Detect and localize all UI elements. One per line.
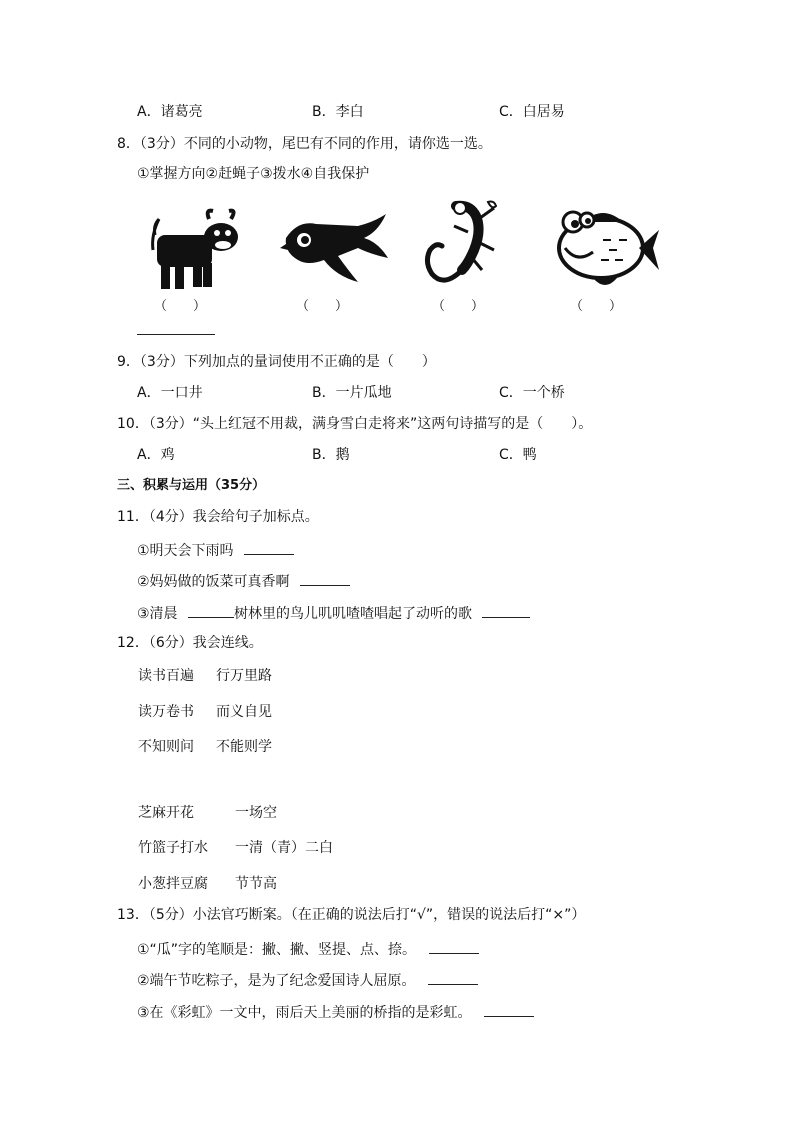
q12-g2-right-3[interactable]: 节节高 xyxy=(235,876,277,892)
q11-blank-1[interactable] xyxy=(244,540,294,555)
swallow-icon xyxy=(278,208,393,288)
q8-stem: 8．（3分）不同的小动物，尾巴有不同的作用，请你选一选。 xyxy=(117,136,492,152)
section-3-title: 三、积累与运用（35分） xyxy=(117,478,266,493)
q10-option-c: C．鸭 xyxy=(499,447,537,463)
q11-sentence-1-text: ①明天会下雨吗 xyxy=(137,543,234,559)
q12-g1-left-1[interactable]: 读书百遍 xyxy=(138,668,194,684)
q11-sentence-3a-text: ③清晨 xyxy=(137,606,178,622)
q11-blank-4[interactable] xyxy=(482,603,530,618)
q13-stem: 13．（5分）小法官巧断案。（在正确的说法后打“√”，错误的说法后打“×”） xyxy=(117,907,586,923)
q13-item-3-text: ③在《彩虹》一文中，雨后天上美丽的桥指的是彩虹。 xyxy=(137,1005,472,1021)
q13-item-2 xyxy=(137,970,478,990)
q11-blank-2[interactable] xyxy=(300,571,350,586)
q7-option-a: A．诸葛亮 xyxy=(137,104,203,120)
ox-icon xyxy=(145,205,245,295)
q13-item-2-text: ②端午节吃粽子，是为了纪念爱国诗人屈原。 xyxy=(137,973,416,989)
q9-option-a: A．一口井 xyxy=(137,385,203,401)
q12-g2-left-3[interactable]: 小葱拌豆腐 xyxy=(138,876,208,892)
q13-item-1-text: ①“瓜”字的笔顺是：撇、撇、竖提、点、捺。 xyxy=(137,942,417,958)
q12-g1-right-3[interactable]: 不能则学 xyxy=(216,739,272,755)
q11-sentence-2-text: ②妈妈做的饭菜可真香啊 xyxy=(137,574,290,590)
q8-answer-4: （ ） xyxy=(570,299,623,314)
q12-g2-right-2[interactable]: 一清（青）二白 xyxy=(235,840,333,856)
q11-sentence-1 xyxy=(137,540,294,560)
q10-option-b: B．鹅 xyxy=(312,447,350,463)
q7-option-c: C．白居易 xyxy=(499,104,565,120)
q12-g2-right-1[interactable]: 一场空 xyxy=(235,805,277,821)
q13-item-3 xyxy=(137,1002,534,1022)
q13-item-1 xyxy=(137,939,479,959)
q12-g2-left-1[interactable]: 芝麻开花 xyxy=(138,805,194,821)
q11-blank-3[interactable] xyxy=(188,603,234,618)
fish-icon xyxy=(553,200,663,295)
q13-blank-3[interactable] xyxy=(484,1002,534,1017)
q12-g1-right-1[interactable]: 行万里路 xyxy=(216,668,272,684)
q12-g1-left-2[interactable]: 读万卷书 xyxy=(138,704,194,720)
q8-answer-2: （ ） xyxy=(296,299,349,314)
q9-option-c: C．一个桥 xyxy=(499,385,565,401)
q12-g1-left-3[interactable]: 不知则问 xyxy=(138,739,194,755)
q9-option-b: B．一片瓜地 xyxy=(312,385,392,401)
q12-g1-right-2[interactable]: 而义自见 xyxy=(216,704,272,720)
q11-sentence-2 xyxy=(137,571,350,591)
q11-sentence-3b-text: 树林里的鸟儿叽叽喳喳唱起了动听的歌 xyxy=(234,606,473,622)
q8-answer-1: （ ） xyxy=(154,299,207,314)
q11-stem: 11．（4分）我会给句子加标点。 xyxy=(117,509,319,525)
q10-stem: 10．（3分）“头上红冠不用裁，满身雪白走将来”这两句诗描写的是（ ）。 xyxy=(117,416,593,432)
q11-sentence-3 xyxy=(137,603,530,623)
gecko-icon xyxy=(422,198,512,298)
q8-choices: ①掌握方向②赶蝇子③拨水④自我保护 xyxy=(137,166,370,182)
q8-blank[interactable] xyxy=(137,322,215,335)
q13-blank-2[interactable] xyxy=(428,970,478,985)
q12-g2-left-2[interactable]: 竹篮子打水 xyxy=(138,840,208,856)
q7-option-b: B．李白 xyxy=(312,104,364,120)
q12-stem: 12．（6分）我会连线。 xyxy=(117,635,263,651)
q8-answer-3: （ ） xyxy=(432,299,485,314)
q13-blank-1[interactable] xyxy=(429,939,479,954)
q10-option-a: A．鸡 xyxy=(137,447,175,463)
q9-stem: 9．（3分）下列加点的量词使用不正确的是（ ） xyxy=(117,354,436,370)
